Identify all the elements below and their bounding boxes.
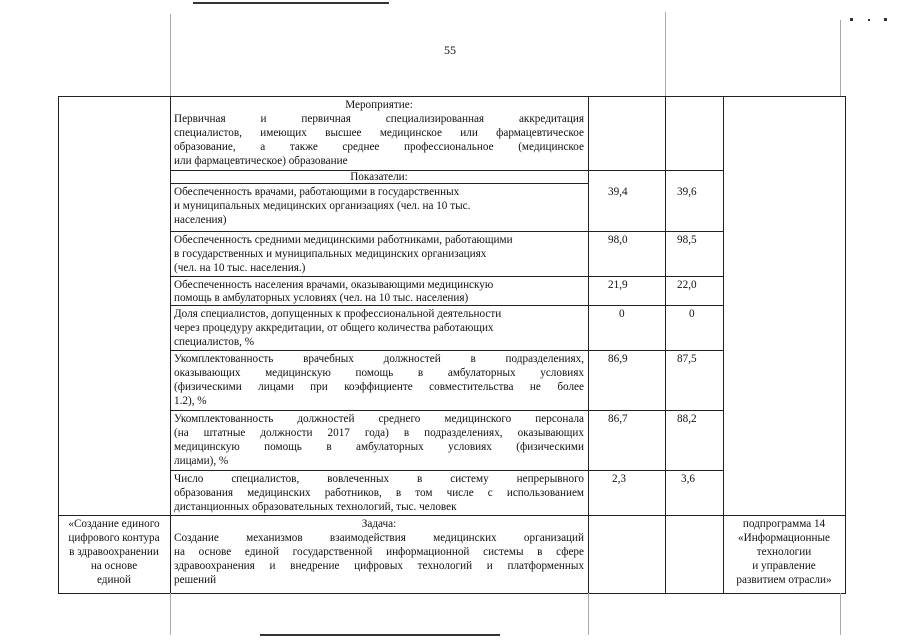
indicator-line: Обеспеченность населения врачами, оказывающими медицинскую: [174, 279, 494, 291]
indicator-value-2: 98,5: [677, 234, 697, 246]
indicator-line: (физическими лицами при коэффициенте совместительства не более: [174, 381, 584, 393]
faint-line: [170, 593, 171, 635]
indicator-value-1: 21,9: [608, 279, 628, 291]
row-border: [170, 470, 723, 471]
scan-dot: [850, 18, 853, 21]
indicators-heading: Показатели:: [350, 171, 408, 183]
subprogram-line: «Информационные: [738, 532, 830, 544]
indicator-value-2: 3,6: [681, 473, 695, 485]
row-border: [170, 410, 723, 411]
indicator-line: образования медицинских работников, в том числе с использованием: [174, 487, 584, 499]
indicator-line: в государственных и муниципальных медицинских организациях: [174, 248, 487, 260]
indicator-line: 1.2), %: [174, 395, 207, 407]
faint-line: [170, 14, 171, 96]
indicator-value-2: 87,5: [677, 353, 697, 365]
task-line: Создание механизмов взаимодействия медицинских организаций: [174, 532, 584, 544]
indicator-line: (чел. на 10 тыс. населения.): [174, 262, 306, 274]
col-border: [845, 96, 846, 593]
row-border: [170, 231, 723, 232]
project-name-line: в здравоохранении: [69, 546, 159, 558]
indicator-value-2: 0: [689, 308, 695, 320]
faint-line: [588, 593, 589, 635]
indicator-value-1: 86,9: [608, 353, 628, 365]
task-line: здравоохранения и внедрение цифровых технологий и платформенных: [174, 560, 584, 572]
activity-line: или фармацевтическое) образование: [174, 155, 348, 167]
indicator-line: населения): [174, 214, 227, 226]
indicator-value-1: 86,7: [608, 413, 628, 425]
col-border: [588, 96, 589, 593]
indicator-line: (на штатные должности 2017 года) в подразделениях, оказывающих: [174, 427, 584, 439]
subprogram-line: развитием отрасли»: [736, 574, 832, 586]
activity-heading: Мероприятие:: [345, 99, 413, 111]
activity-line: Первичная и первичная специализированная аккредитация: [174, 113, 584, 125]
indicator-line: и муниципальных медицинских организациях (чел. на 10 тыс.: [174, 200, 471, 212]
indicator-value-1: 39,4: [608, 186, 628, 198]
task-heading: Задача:: [361, 518, 397, 530]
indicator-line: Укомплектованность врачебных должностей в подразделениях,: [174, 353, 584, 365]
indicator-line: Обеспеченность средними медицинскими работниками, работающими: [174, 234, 513, 246]
indicator-line: Доля специалистов, допущенных к профессиональной деятельности: [174, 308, 502, 320]
activity-line: образование, а также среднее профессиональное (медицинское: [174, 141, 584, 153]
project-name-line: цифрового контура: [68, 532, 160, 544]
activity-line: специалистов, имеющих высшее медицинское или фармацевтическое: [174, 127, 584, 139]
page-number: 55: [444, 43, 456, 57]
indicator-line: специалистов, %: [174, 336, 255, 348]
indicator-line: лицами), %: [174, 455, 229, 467]
indicator-line: медицинскую помощь в амбулаторных условиях (физическими: [174, 441, 584, 453]
indicator-value-2: 39,6: [677, 186, 697, 198]
task-line: на основе единой государственной информационной системы в сфере: [174, 546, 584, 558]
project-name-line: «Создание единого: [68, 518, 160, 530]
row-border: [170, 350, 723, 351]
indicator-value-2: 88,2: [677, 413, 697, 425]
indicator-line: дистанционных образовательных технологий, тыс. человек: [174, 501, 457, 513]
subprogram-line: подпрограмма 14: [742, 518, 826, 530]
scan-dot: [884, 18, 887, 21]
row-border: [170, 276, 723, 277]
indicator-value-1: 0: [619, 308, 625, 320]
task-line: решений: [174, 574, 217, 586]
scan-artifact-top: [193, 2, 389, 4]
indicator-value-1: 98,0: [608, 234, 628, 246]
indicator-line: Число специалистов, вовлеченных в систему непрерывного: [174, 473, 584, 485]
row-border: [58, 96, 846, 97]
indicator-line: через процедуру аккредитации, от общего количества работающих: [174, 322, 494, 334]
project-name-line: единой: [96, 574, 132, 586]
col-border: [665, 96, 666, 593]
indicator-line: помощь в амбулаторных условиях (чел. на 10 тыс. населения): [174, 292, 469, 304]
indicator-line: Обеспеченность врачами, работающими в государственных: [174, 186, 460, 198]
indicator-line: Укомплектованность должностей среднего медицинского персонала: [174, 413, 584, 425]
subprogram-line: и управление: [752, 560, 816, 572]
indicator-value-1: 2,3: [612, 473, 626, 485]
faint-line: [840, 20, 841, 96]
project-name-line: на основе: [90, 560, 138, 572]
indicator-line: оказывающих медицинскую помощь в амбулаторных условиях: [174, 367, 584, 379]
scan-artifact-bottom: [260, 634, 500, 636]
faint-line: [665, 12, 666, 96]
subprogram-line: технологии: [756, 546, 812, 558]
row-border: [58, 515, 846, 516]
faint-line: [840, 593, 841, 635]
row-border: [170, 305, 723, 306]
row-border: [58, 593, 846, 594]
indicator-value-2: 22,0: [677, 279, 697, 291]
scan-dot: [868, 19, 870, 21]
